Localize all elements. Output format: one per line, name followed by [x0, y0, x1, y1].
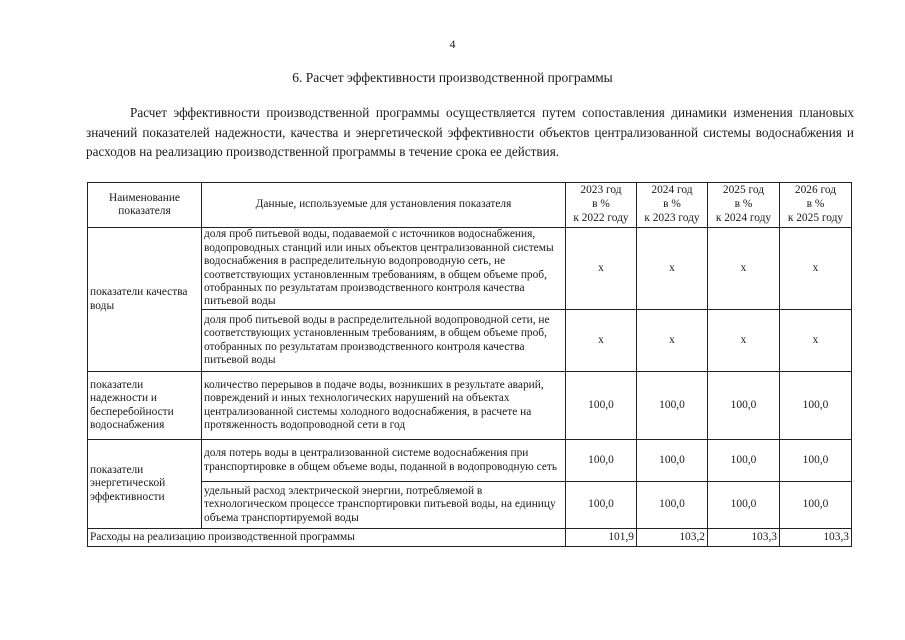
value-cell: х	[637, 310, 708, 372]
total-value: 103,3	[708, 529, 780, 547]
intro-paragraph: Расчет эффективности производственной программы осуществляется путем сопоставления динамики изменения плановых значений показателей надежности, качества и энергетической эффективности объектов централизованной системы водоснабжения и расходов на реализацию производственной программы в течение срока ее действия.	[86, 105, 854, 159]
header-year-label: 2023 год	[580, 184, 622, 197]
total-row	[88, 529, 852, 547]
value-cell: х	[566, 310, 637, 372]
header-year-unit: в %	[806, 198, 825, 211]
value-cell: 100,0	[780, 482, 852, 529]
value-cell: 100,0	[708, 440, 780, 482]
group-energy: показатели энергетической эффективности	[88, 440, 202, 529]
value-cell: 100,0	[708, 372, 780, 440]
header-year-unit: в %	[592, 198, 610, 211]
value-cell: 100,0	[637, 440, 708, 482]
header-year-label: 2024 год	[651, 184, 693, 197]
value-cell: 100,0	[566, 372, 637, 440]
header-year-2024	[637, 183, 708, 228]
header-year-base: к 2022 году	[573, 211, 629, 224]
total-label: Расходы на реализацию производственной программы	[88, 529, 566, 547]
value-cell: х	[566, 228, 637, 310]
header-year-2026	[780, 183, 852, 228]
row-description: доля потерь воды в централизованной системе водоснабжения при транспортировке в общем объеме воды, поданной в водопроводную сеть	[202, 440, 566, 482]
table-row	[88, 228, 852, 310]
header-year-base: к 2023 году	[644, 211, 700, 224]
table-row	[88, 482, 852, 529]
value-cell: 100,0	[566, 440, 637, 482]
table-header-row	[88, 183, 852, 228]
header-year-2023	[566, 183, 637, 228]
value-cell: х	[708, 228, 780, 310]
header-year-unit: в %	[663, 198, 681, 211]
efficiency-table	[87, 182, 852, 547]
header-year-unit: в %	[734, 198, 753, 211]
row-description: удельный расход электрической энергии, потребляемой в технологическом процессе транспортировки питьевой воды, на единицу объема транспортируемой воды	[202, 482, 566, 529]
row-description: количество перерывов в подаче воды, возникших в результате аварий, повреждений и иных технологических нарушений на объектах централизованной системы холодного водоснабжения, в расчете на протяженность водопроводной сети в год	[202, 372, 566, 440]
value-cell: х	[780, 228, 852, 310]
section-title: 6. Расчет эффективности производственной программы	[292, 70, 613, 85]
total-value: 103,2	[637, 529, 708, 547]
value-cell: 100,0	[780, 440, 852, 482]
value-cell: х	[780, 310, 852, 372]
header-data-used: Данные, используемые для установления показателя	[202, 183, 566, 228]
value-cell: х	[637, 228, 708, 310]
header-year-2025	[708, 183, 780, 228]
value-cell: 100,0	[637, 482, 708, 529]
header-year-base: к 2024 году	[715, 211, 772, 224]
group-reliability: показатели надежности и бесперебойности водоснабжения	[88, 372, 202, 440]
header-year-label: 2026 год	[794, 184, 837, 197]
table-row	[88, 440, 852, 482]
row-description: доля проб питьевой воды, подаваемой с источников водоснабжения, водопроводных станций или иных объектов централизованной системы водоснабжения в распределительную водопроводную сеть, не соответствующих установленным требованиям, в общем объеме проб, отобранных по результатам производственного контроля качества питьевой воды	[202, 228, 566, 310]
row-description: доля проб питьевой воды в распределительной водопроводной сети, не соответствующих установленным требованиям, в общем объеме проб, отобранных по результатам производственного контроля качества питьевой воды	[202, 310, 566, 372]
header-year-label: 2025 год	[722, 184, 765, 197]
total-value: 101,9	[566, 529, 637, 547]
header-indicator-name: Наименование показателя	[88, 183, 202, 228]
table-row	[88, 372, 852, 440]
header-year-base: к 2025 году	[787, 211, 844, 224]
value-cell: 100,0	[566, 482, 637, 529]
page-number: 4	[449, 37, 456, 51]
group-quality: показатели качества воды	[88, 228, 202, 372]
table-row	[88, 310, 852, 372]
value-cell: 100,0	[708, 482, 780, 529]
value-cell: 100,0	[637, 372, 708, 440]
value-cell: 100,0	[780, 372, 852, 440]
value-cell: х	[708, 310, 780, 372]
total-value: 103,3	[780, 529, 852, 547]
